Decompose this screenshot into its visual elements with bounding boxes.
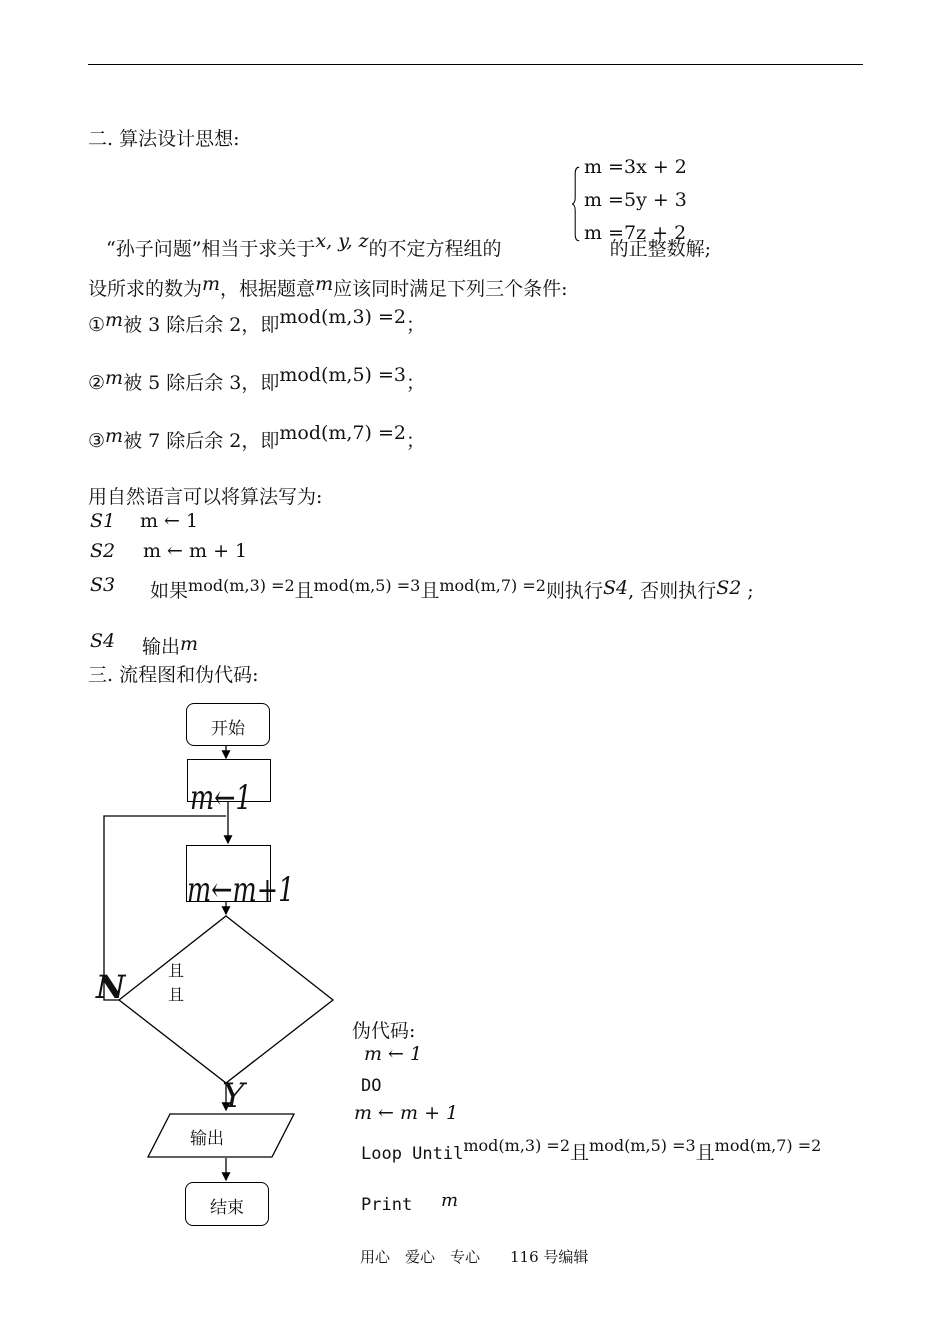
condition-3-formula: mod(m,7) =2 [279,422,407,444]
s3-pre: 如果 [150,580,189,602]
line2-m1: m [202,273,221,295]
s3-formula-2: mod(m,5) =3 [313,576,421,595]
flow-yes-label: Y [222,1076,245,1116]
s3-s4: S4 [602,577,629,599]
line2-m2: m [315,273,334,295]
pseudo-line5: Print [361,1195,413,1215]
flow-condition-line1: 且 [168,961,185,980]
condition-2-text: 被 5 除后余 3，即 [123,372,280,394]
condition-3-num: ③ [88,430,106,452]
equation-3: m =7z + 2 [584,222,687,244]
condition-1-end: ； [406,314,426,336]
step-s2-body: m ← m + 1 [143,540,248,562]
condition-1-text: 被 3 除后余 2，即 [123,314,280,336]
pseudo-and-1: 且 [570,1142,590,1164]
pseudo-title: 伪代码: [352,1020,416,1042]
pseudo-line2: DO [361,1076,382,1096]
section2-heading: 二. 算法设计思想: [88,128,240,150]
s3-end: ; [747,580,754,602]
flow-start-label: 开始 [211,719,245,739]
flow-init-label: m←1 [190,778,252,818]
condition-3-end: ； [406,430,426,452]
condition-1-num: ① [88,314,106,336]
step-s4-label: S4 [90,630,116,652]
step-s1-body: m ← 1 [140,510,199,532]
s3-s2: S2 [716,577,742,599]
intro-pre: “孙子问题”相当于求关于 [106,238,316,260]
equation-2: m =5y + 3 [584,189,687,211]
pseudo-line5-m: m [441,1190,459,1211]
footer: 用心 爱心 专心 116 号编辑 [360,1248,589,1266]
pseudo-formula-2: mod(m,5) =3 [589,1136,696,1155]
condition-1-formula: mod(m,3) =2 [279,306,407,328]
condition-2-end: ； [406,372,426,394]
s3-then: 则执行 [545,580,603,602]
flow-init [187,759,271,818]
flow-end-label: 结束 [210,1198,244,1218]
step-s2-label: S2 [90,540,116,562]
pseudo-line3: m ← m + 1 [354,1102,459,1124]
step-s1-label: S1 [90,510,116,532]
flow-increment [186,845,295,910]
flow-increment-label: m←m+1 [187,870,295,910]
flow-condition-line2: 且 [168,985,185,1004]
s3-else: , 否则执行 [628,580,717,602]
pseudo-and-2: 且 [695,1142,715,1164]
equation-1: m =3x + 2 [584,156,687,178]
line2-pre: 设所求的数为 [88,278,203,300]
s4-pre: 输出 [142,636,181,658]
pseudo-loop-until: Loop Until [361,1144,464,1164]
s4-m: m [180,633,199,655]
s3-and-1: 且 [294,580,314,602]
flow-no-label: N [96,968,126,1006]
pseudo-formula-1: mod(m,3) =2 [463,1136,570,1155]
step-s3-label: S3 [90,574,116,596]
condition-3-m: m [105,425,124,447]
s3-and-2: 且 [420,580,440,602]
intro-post: 的正整数解; [609,238,711,260]
condition-1-m: m [105,309,124,331]
pseudo-line4 [361,1138,821,1165]
condition-2-formula: mod(m,5) =3 [279,364,407,386]
condition-2-m: m [105,367,124,389]
line2-mid: ，根据题意 [220,278,316,300]
flow-end [185,1182,269,1226]
natural-language-heading: 用自然语言可以将算法写为: [88,486,323,508]
section3-heading: 三. 流程图和伪代码: [88,664,259,686]
intro-mid: 的不定方程组的 [368,238,502,260]
s3-formula-1: mod(m,3) =2 [188,576,295,595]
condition-3-text: 被 7 除后余 2，即 [123,430,280,452]
s3-formula-3: mod(m,7) =2 [439,576,546,595]
pseudo-line1: m ← 1 [364,1043,423,1065]
flow-start [186,703,270,746]
intro-vars: x, y, z [315,230,369,252]
condition-2-num: ② [88,372,106,394]
flow-output: 输出 [190,1129,224,1149]
line2-post: 应该同时满足下列三个条件: [333,278,568,300]
pseudo-formula-3: mod(m,7) =2 [714,1136,822,1155]
